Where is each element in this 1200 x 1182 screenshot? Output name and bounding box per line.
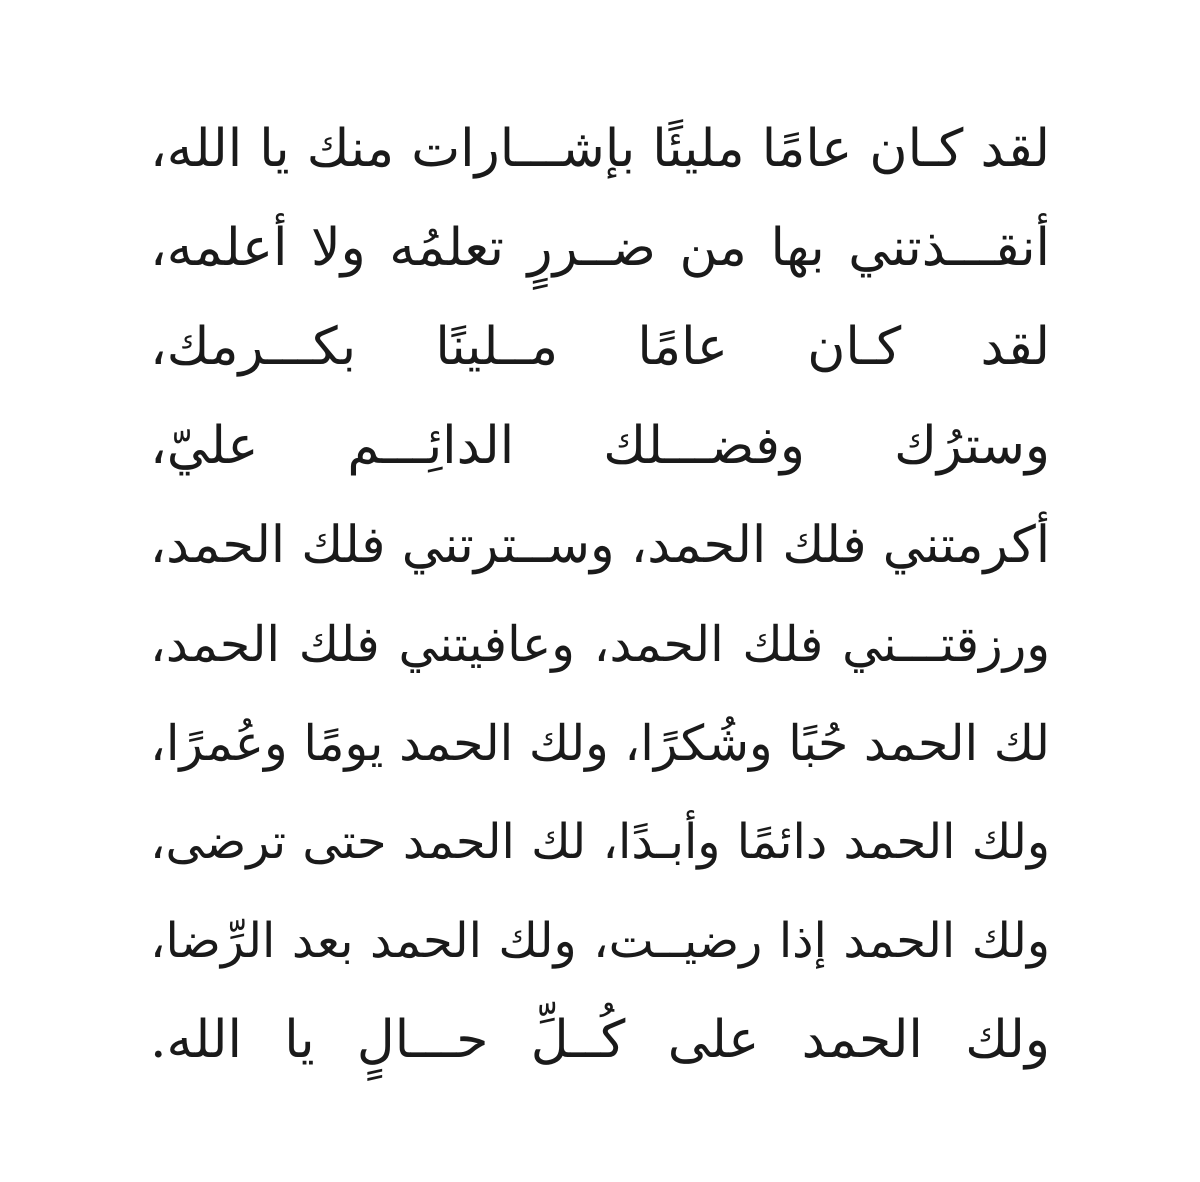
poem-line-2: أنقـــذتني بها من ضــررٍ تعلمُه ولا أعلمه، — [150, 218, 1050, 278]
poem-line-7: لك الحمد حُبًا وشُكرًا، ولك الحمد يومًا وعُمرًا، — [150, 715, 1050, 772]
poem-line-9: ولك الحمد إذا رضيــت، ولك الحمد بعد الرِّضا، — [150, 913, 1050, 969]
poem-line-8: ولك الحمد دائمًا وأبـدًا، لك الحمد حتى ترضى، — [150, 814, 1050, 870]
poem-line-3: لقد كـان عامًا مــلينًا بكـــرمك، — [150, 317, 1050, 377]
poem-text-block — [150, 100, 1050, 1100]
poem-line-5: أكرمتني فلك الحمد، وســترتني فلك الحمد، — [150, 516, 1050, 575]
poem-line-4: وسترُك وفضـــلك الدائِـــم عليّ، — [150, 416, 1050, 476]
poem-line-10: ولك الحمد على كُــلِّ حـــالٍ يا الله. — [150, 1010, 1050, 1070]
poem-line-1: لقد كـان عامًا مليئًا بإشـــارات منك يا الله، — [150, 119, 1050, 179]
poem-line-6: ورزقتـــني فلك الحمد، وعافيتني فلك الحمد، — [150, 616, 1050, 673]
